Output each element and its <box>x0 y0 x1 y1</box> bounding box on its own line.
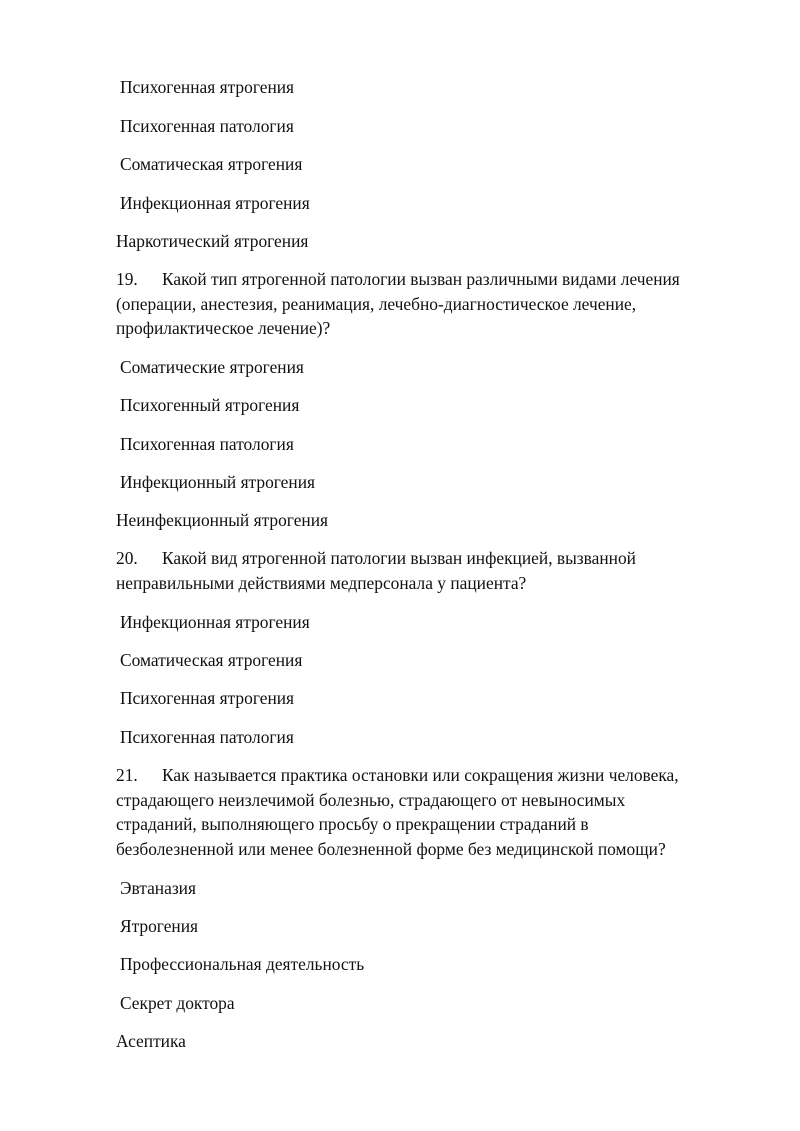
answer-option: Инфекционный ятрогения <box>120 472 315 492</box>
question-text-line: неправильными действиями медперсонала у пациента? <box>116 572 527 593</box>
answer-option: Профессиональная деятельность <box>120 954 365 974</box>
answer-option: Психогенная ятрогения <box>120 688 295 708</box>
answer-option: Соматические ятрогения <box>120 357 304 377</box>
question-21 <box>116 763 736 861</box>
question-19 <box>116 267 736 341</box>
question-text-line: страданий, выполняющего просьбу о прекращении страданий в <box>116 814 589 834</box>
answer-option: Психогенная патология <box>120 727 294 747</box>
question-text-line: профилактическое лечение)? <box>116 318 331 338</box>
answer-option: Психогенная ятрогения <box>120 77 295 97</box>
question-text-line: Какой тип ятрогенной патологии вызван различными видами лечения <box>162 269 680 289</box>
answer-option: Психогенная патология <box>120 434 294 454</box>
question-text-line: безболезненной или менее болезненной форме без медицинской помощи? <box>116 838 666 859</box>
answer-option: Психогенный ятрогения <box>120 395 300 415</box>
question-text-line: (операции, анестезия, реанимация, лечебно-диагностическое лечение, <box>116 293 637 314</box>
answer-option: Секрет доктора <box>120 993 235 1013</box>
answer-option: Наркотический ятрогения <box>116 231 309 251</box>
question-number: 19. <box>116 269 138 289</box>
answer-option: Асептика <box>116 1031 186 1051</box>
answer-option: Инфекционная ятрогения <box>120 193 310 213</box>
answer-option: Соматическая ятрогения <box>120 154 303 174</box>
question-text-line: Как называется практика остановки или сокращения жизни человека, <box>162 765 679 785</box>
question-text-line: Какой вид ятрогенной патологии вызван инфекцией, вызванной <box>162 548 636 568</box>
answer-option: Психогенная патология <box>120 116 294 136</box>
answer-option: Эвтаназия <box>120 878 196 898</box>
question-20 <box>116 546 736 595</box>
answer-option: Соматическая ятрогения <box>120 650 303 670</box>
answer-option: Инфекционная ятрогения <box>120 612 310 632</box>
question-number: 20. <box>116 548 138 568</box>
answer-option: Неинфекционный ятрогения <box>116 510 329 530</box>
question-number: 21. <box>116 765 138 785</box>
answer-option: Ятрогения <box>120 916 199 936</box>
question-text-line: страдающего неизлечимой болезнью, страдающего от невыносимых <box>116 789 626 810</box>
